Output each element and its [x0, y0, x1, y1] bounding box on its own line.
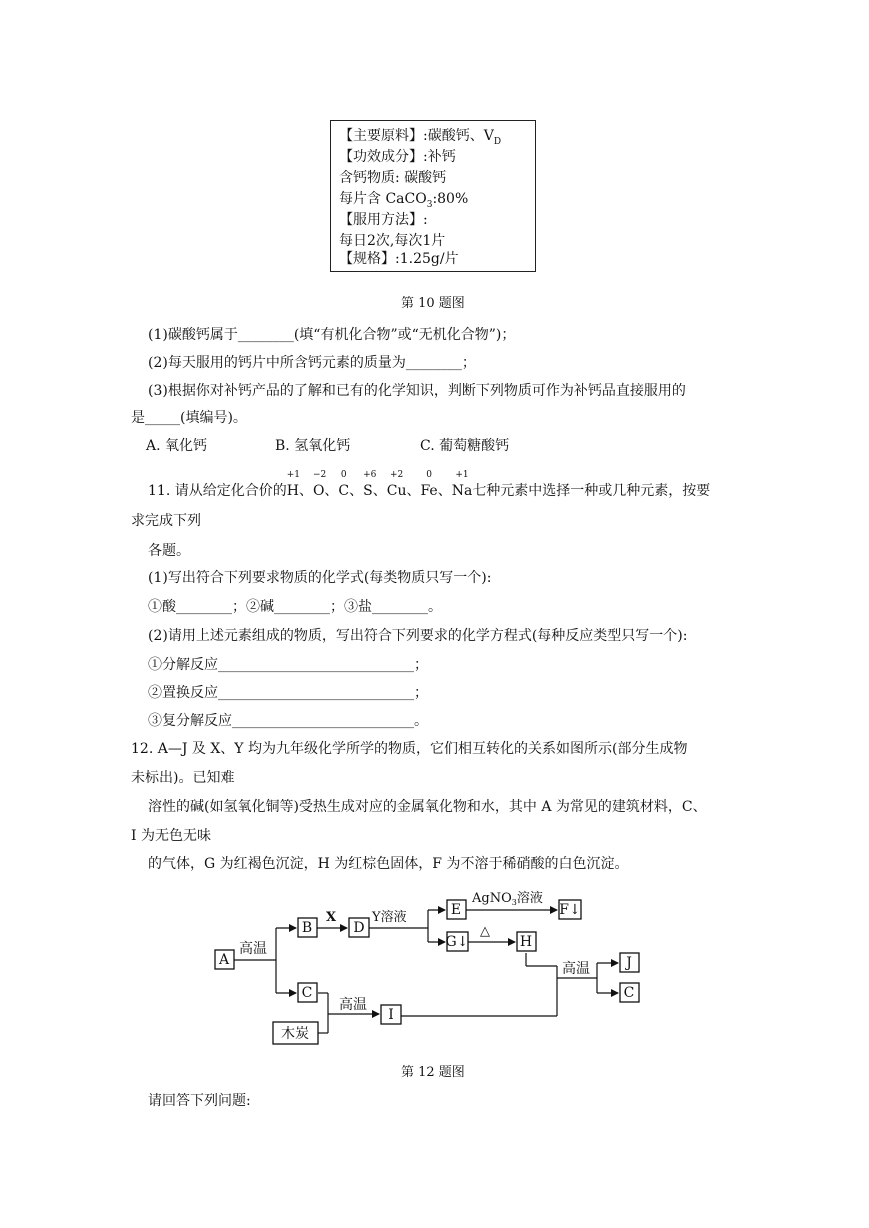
label-agno3-solution: AgNO$_3$溶液	[472, 891, 543, 907]
valence-c: 0 C	[338, 470, 350, 499]
q12-line5: 的气体，G 为红褐色沉淀，H 为红棕色固体，F 为不溶于稀硝酸的白色沉淀。	[148, 856, 629, 872]
valence-o: −2 O	[312, 470, 327, 499]
q10-part3-line2: 是_____(填编号)。	[131, 410, 247, 426]
label-heat: △	[480, 924, 490, 939]
label-line-usage: 【服用方法】:	[339, 212, 428, 228]
node-e-label: E	[450, 902, 462, 918]
node-charcoal-label: 木炭	[281, 1026, 309, 1042]
label-line-main-material: 【主要原料】:碳酸钙、$V_D$	[339, 128, 502, 147]
valence-cu: +2 Cu	[386, 470, 407, 499]
q11-reaction-displacement: ②置换反应____________________________；	[148, 685, 428, 701]
label-line-calcium-substance: 含钙物质: 碳酸钙	[339, 170, 447, 186]
valence-fe: 0 Fe	[420, 470, 438, 499]
node-d-label: D	[353, 920, 365, 936]
label-y-solution: Y溶液	[372, 910, 407, 925]
valence-na: +1 Na	[451, 470, 473, 499]
q11-reaction-double-decomposition: ③复分解反应__________________________。	[148, 713, 428, 729]
node-i-label: I	[388, 1007, 394, 1023]
label-line-effect: 【功效成分】:补钙	[339, 149, 456, 165]
q10-part1: (1)碳酸钙属于________(填“有机化合物”或“无机化合物”)；	[148, 327, 516, 343]
q10-option-a: A. 氧化钙	[146, 438, 208, 454]
q11-part1-items: ①酸________；②碱________；③盐________。	[148, 599, 442, 615]
node-b-label: B	[301, 920, 313, 936]
label-line-caco3-content: 每片含 CaCO$_3$:80%	[339, 191, 469, 210]
valence-s: +6 S	[363, 470, 377, 499]
q12-line3: 溶性的碱(如氢氧化铜等)受热生成对应的金属氧化物和水，其中 A 为常见的建筑材料，C、	[148, 799, 707, 815]
q11-reaction-decomposition: ①分解反应____________________________；	[148, 657, 428, 673]
q11-intro-line: 11. 请从给定化合价的 +1 H、 −2 O、 0 C、 +6 S、 +2 Cu、 0 Fe、 +1 Na七种元素中选择一种或几种元素，按要	[148, 470, 711, 499]
valence-h: +1 H	[286, 470, 300, 499]
node-c-label: C	[301, 985, 313, 1001]
label-high-temp-2: 高温	[339, 997, 367, 1013]
closing-prompt: 请回答下列问题:	[148, 1093, 251, 1109]
node-a-label: A	[218, 952, 230, 968]
label-x: X	[326, 910, 337, 925]
q12-line1: 12. A—J 及 X、Y 均为九年级化学所学的物质，它们相互转化的关系如图所示(部分生成物	[131, 741, 688, 757]
node-j-label: J	[626, 955, 632, 971]
node-h-label: H	[519, 934, 533, 950]
node-g-label: G↓	[445, 934, 469, 950]
label-line-dosage: 每日2次,每次1片	[339, 233, 446, 249]
q11-part2: (2)请用上述元素组成的物质，写出符合下列要求的化学方程式(每种反应类型只写一个):	[148, 628, 688, 644]
label-line-spec: 【规格】:1.25g/片	[339, 251, 459, 267]
q10-part3-line1: (3)根据你对补钙产品的了解和已有的化学知识，判断下列物质可作为补钙品直接服用的	[148, 383, 686, 399]
q11-line2: 求完成下列	[131, 513, 201, 529]
q10-option-b: B. 氢氧化钙	[275, 438, 351, 454]
figure-10-caption: 第 10 题图	[401, 296, 465, 311]
figure-12-caption: 第 12 题图	[401, 1065, 465, 1080]
label-high-temp-3: 高温	[562, 961, 590, 977]
node-c2-label: C	[623, 985, 635, 1001]
q12-line4: I 为无色无味	[131, 828, 211, 844]
node-f-label: F↓	[559, 902, 581, 918]
q10-option-c: C. 葡萄糖酸钙	[420, 438, 510, 454]
q10-part2: (2)每天服用的钙片中所含钙元素的质量为________；	[148, 355, 476, 371]
q11-line3: 各题。	[148, 543, 190, 559]
q11-part1: (1)写出符合下列要求物质的化学式(每类物质只写一个):	[148, 570, 492, 586]
q12-line2: 未标出)。已知难	[131, 770, 235, 786]
label-high-temp-1: 高温	[239, 941, 267, 957]
